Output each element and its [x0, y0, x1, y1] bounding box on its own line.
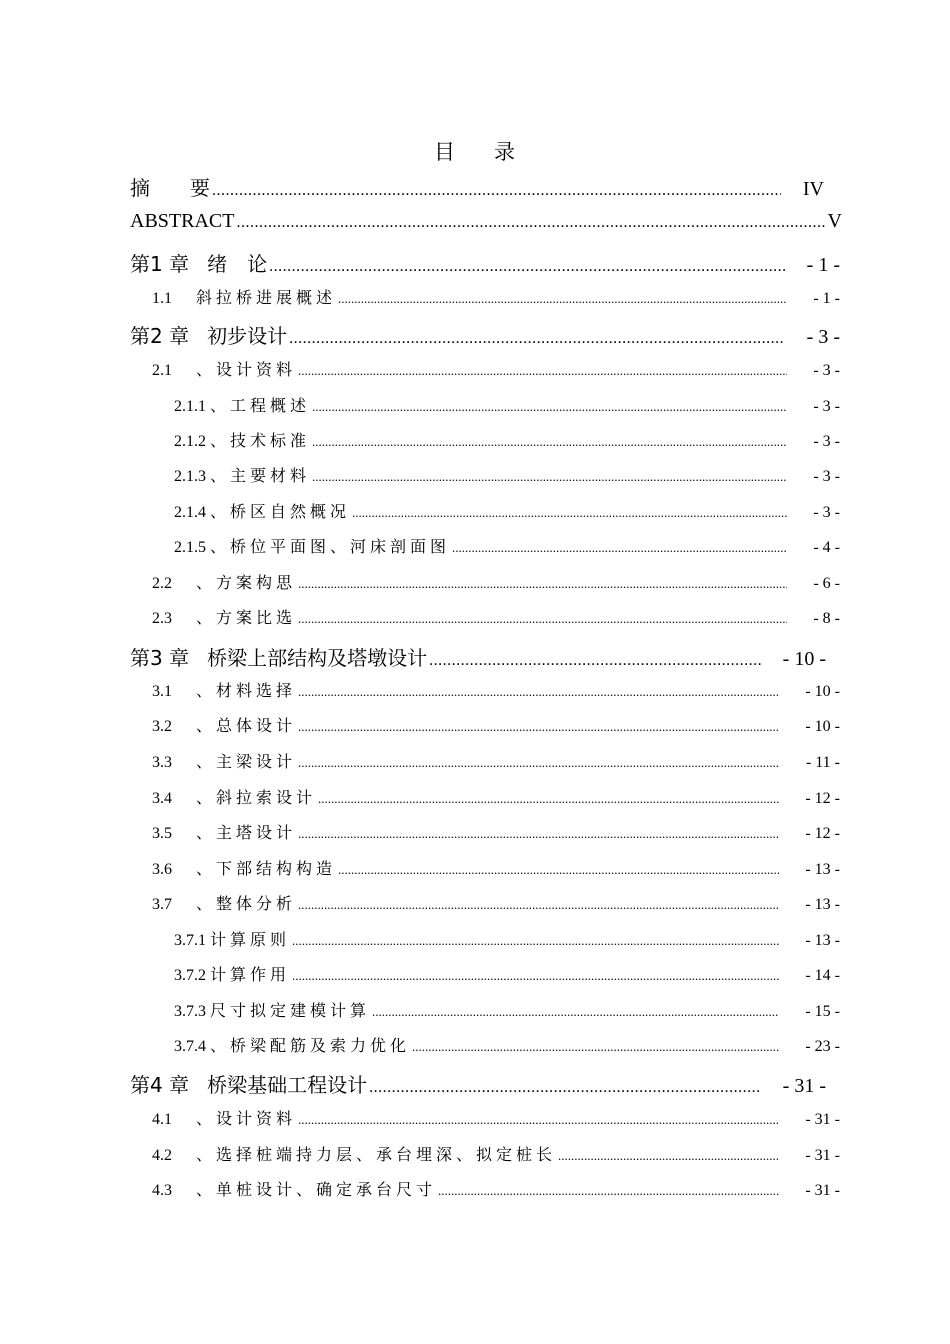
toc-entry-number: 1.1 [152, 290, 172, 307]
toc-entry[interactable] [130, 320, 840, 349]
toc-entry-number: 2.1.2 [174, 433, 206, 450]
toc-entry-page: - 31 - [805, 1182, 840, 1199]
toc-entry[interactable] [152, 570, 840, 593]
toc-entry-number: 第2 章 [130, 324, 190, 348]
toc-entry-number: 2.2 [152, 575, 172, 592]
toc-entry-number: 4.2 [152, 1147, 172, 1164]
toc-dot-leader [298, 897, 779, 913]
toc-entry-title: 绪 论 [207, 252, 268, 276]
toc-entry-number: 2.1.4 [174, 504, 206, 521]
toc-dot-leader [438, 1183, 779, 1199]
toc-entry-number: 3.7.3 [174, 1003, 206, 1020]
toc-entry[interactable] [152, 285, 840, 308]
toc-entry-page: - 6 - [813, 575, 840, 592]
toc-entry[interactable] [174, 998, 840, 1021]
toc-entry-title: 、主要材料 [210, 466, 311, 485]
toc-dot-leader [292, 933, 779, 949]
toc-entry-page: - 31 - [805, 1147, 840, 1164]
toc-entry-page: - 3 - [813, 398, 840, 415]
title-part-2: 录 [494, 140, 516, 164]
toc-entry-number: 第1 章 [130, 252, 190, 276]
toc-entry-title: 尺寸拟定建模计算 [210, 1001, 371, 1020]
toc-entry[interactable] [152, 749, 840, 772]
toc-entry-number: 3.5 [152, 825, 172, 842]
toc-dot-leader [212, 182, 781, 200]
toc-entry[interactable] [152, 1177, 840, 1200]
toc-entry-title: 、斜拉索设计 [196, 788, 317, 807]
toc-entry-number: 3.7.1 [174, 932, 206, 949]
toc-entry[interactable] [130, 642, 826, 671]
toc-entry-title: 、下部结构构造 [196, 859, 337, 878]
toc-entry-page: V [827, 210, 842, 232]
toc-entry-title: 桥梁基础工程设计 [207, 1073, 368, 1097]
toc-entry[interactable] [174, 1033, 840, 1056]
toc-entry-page: - 3 - [813, 362, 840, 379]
toc-entry-title: 、桥位平面图、河床剖面图 [210, 537, 451, 556]
toc-dot-leader [312, 469, 787, 485]
toc-dot-leader [298, 611, 787, 627]
toc-entry-page: IV [802, 178, 824, 200]
toc-dot-leader [298, 363, 787, 379]
toc-entry-page: - 8 - [813, 610, 840, 627]
toc-entry-number: 2.3 [152, 610, 172, 627]
toc-entry-title: 、桥区自然概况 [210, 502, 351, 521]
toc-entry[interactable] [174, 962, 840, 985]
toc-entry-title: 、工程概述 [210, 396, 311, 415]
toc-entry-title: 计算原则 [210, 930, 291, 949]
toc-entry-number: 第4 章 [130, 1073, 190, 1097]
toc-dot-leader [269, 258, 785, 276]
toc-entry-number: 3.1 [152, 683, 172, 700]
toc-entry-title: 、主梁设计 [196, 752, 297, 771]
toc-entry[interactable] [152, 856, 840, 879]
toc-entry-title: 、整体分析 [196, 894, 297, 913]
toc-dot-leader [452, 540, 787, 556]
toc-entry-page: - 3 - [813, 468, 840, 485]
toc-entry-title: 、选择桩端持力层、承台埋深、拟定桩长 [196, 1145, 557, 1164]
toc-entry-page: - 3 - [806, 326, 840, 348]
toc-dot-leader [289, 330, 785, 348]
toc-entry-number: 3.6 [152, 861, 172, 878]
toc-entry-page: - 23 - [805, 1038, 840, 1055]
toc-dot-leader [338, 862, 779, 878]
toc-entry-page: - 10 - [805, 683, 840, 700]
toc-entry-page: - 31 - [805, 1111, 840, 1128]
toc-entry[interactable] [130, 1069, 826, 1098]
toc-dot-leader [236, 214, 825, 232]
toc-dot-leader [292, 968, 779, 984]
toc-dot-leader [372, 1004, 779, 1020]
toc-entry[interactable] [174, 393, 840, 416]
toc-entry[interactable] [152, 891, 840, 914]
toc-entry-number: 3.7.4 [174, 1038, 206, 1055]
toc-entry-number: 2.1.1 [174, 398, 206, 415]
toc-entry-title: 、方案比选 [196, 608, 297, 627]
toc-entry[interactable] [152, 678, 840, 701]
toc-dot-leader [558, 1148, 779, 1164]
toc-entry[interactable] [174, 428, 840, 451]
toc-entry-page: - 3 - [813, 504, 840, 521]
toc-entry-page: - 13 - [805, 861, 840, 878]
toc-dot-leader [318, 791, 779, 807]
toc-dot-leader [298, 826, 779, 842]
toc-entry-number: 3.3 [152, 754, 172, 771]
toc-entry-page: - 4 - [813, 539, 840, 556]
toc-entry-title: 、技术标准 [210, 431, 311, 450]
toc-entry-title: 、桥梁配筋及索力优化 [210, 1036, 411, 1055]
toc-dot-leader [298, 576, 787, 592]
toc-entry-title: 桥梁上部结构及塔墩设计 [207, 646, 428, 670]
toc-entry-page: - 12 - [805, 825, 840, 842]
toc-entry[interactable] [152, 1142, 840, 1165]
toc-entry-page: - 13 - [805, 932, 840, 949]
toc-entry-page: - 31 - [782, 1075, 826, 1097]
toc-entry-page: - 1 - [806, 254, 840, 276]
toc-dot-leader [429, 652, 761, 670]
toc-entry-number: 3.7 [152, 896, 172, 913]
toc-entry-page: - 10 - [805, 718, 840, 735]
toc-entry-page: - 1 - [813, 290, 840, 307]
toc-dot-leader [412, 1039, 779, 1055]
toc-entry-number: 2.1.5 [174, 539, 206, 556]
toc-entry-title: 摘 要 [130, 176, 210, 200]
toc-entry-number: 2.1.3 [174, 468, 206, 485]
toc-entry-title: 计算作用 [210, 965, 291, 984]
toc-entry[interactable] [152, 785, 840, 808]
toc-entry-number: 3.7.2 [174, 967, 206, 984]
toc-entry-title: 、主塔设计 [196, 823, 297, 842]
toc-entry-page: - 11 - [805, 754, 840, 771]
toc-entry-number: 3.4 [152, 790, 172, 807]
toc-entry[interactable] [152, 605, 840, 628]
toc-entry-page: - 10 - [782, 648, 826, 670]
toc-entry-title: 、材料选择 [196, 681, 297, 700]
toc-dot-leader [312, 434, 787, 450]
toc-entry[interactable] [174, 499, 840, 522]
toc-entry-title: 、设计资料 [196, 360, 297, 379]
toc-entry-page: - 15 - [805, 1003, 840, 1020]
toc-entry[interactable] [152, 820, 840, 843]
toc-entry[interactable] [174, 463, 840, 486]
toc-dot-leader [298, 755, 780, 771]
toc-entry[interactable] [174, 927, 840, 950]
toc-dot-leader [312, 399, 787, 415]
toc-entry-number: 第3 章 [130, 646, 190, 670]
toc-entry-title: 斜拉桥进展概述 [196, 288, 337, 307]
toc-entry-title: 、总体设计 [196, 716, 297, 735]
toc-entry[interactable] [130, 210, 842, 233]
toc-dot-leader [298, 684, 779, 700]
toc-dot-leader [298, 719, 779, 735]
toc-entry-title: 、单桩设计、确定承台尺寸 [196, 1180, 437, 1199]
toc-dot-leader [338, 291, 787, 307]
toc-entry-page: - 12 - [805, 790, 840, 807]
toc-entry-page: - 14 - [805, 967, 840, 984]
toc-entry[interactable] [174, 534, 840, 557]
toc-entry-number: 4.1 [152, 1111, 172, 1128]
toc-entry-title: 、设计资料 [196, 1109, 297, 1128]
toc-entry-page: - 3 - [813, 433, 840, 450]
toc-dot-leader [298, 1112, 779, 1128]
toc-entry-number: 2.1 [152, 362, 172, 379]
toc-entry-number: 4.3 [152, 1182, 172, 1199]
toc-dot-leader [369, 1079, 761, 1097]
toc-entry[interactable] [152, 1106, 840, 1129]
toc-entry-number: 3.2 [152, 718, 172, 735]
toc-entry-title: 初步设计 [207, 324, 288, 348]
toc-entry[interactable] [152, 357, 840, 380]
toc-entry-title: 、方案构思 [196, 573, 297, 592]
toc-entry-title: ABSTRACT [130, 210, 235, 232]
toc-entry[interactable] [130, 172, 824, 201]
toc-entry[interactable] [152, 713, 840, 736]
toc-dot-leader [352, 505, 787, 521]
title-part-1: 目 [434, 140, 456, 164]
toc-entry[interactable] [130, 248, 840, 277]
toc-entry-page: - 13 - [805, 896, 840, 913]
